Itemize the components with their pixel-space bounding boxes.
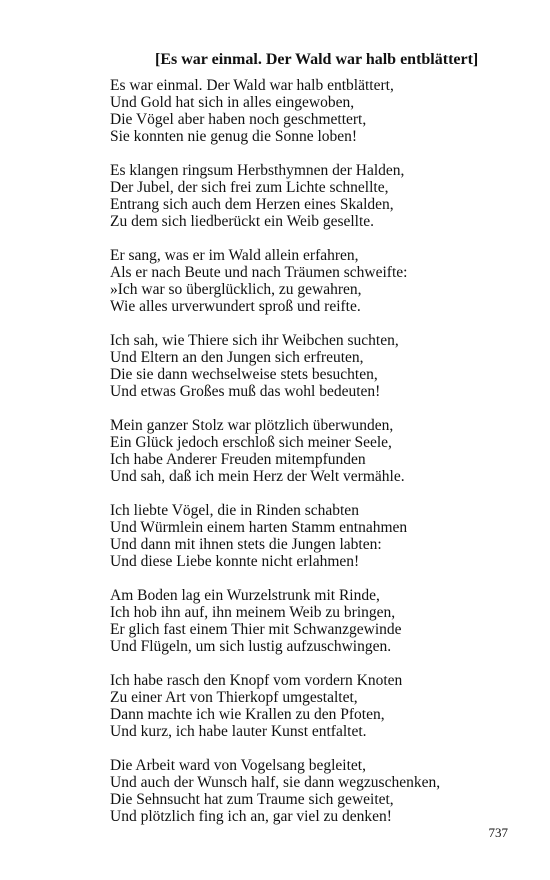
- poem-line: Und etwas Großes muß das wohl bedeuten!: [110, 383, 381, 400]
- poem-line: Ich habe Anderer Freuden mitempfunden: [110, 451, 366, 468]
- poem-line: Und Gold hat sich in alles eingewoben,: [110, 94, 355, 111]
- poem-line: Es war einmal. Der Wald war halb entblättert,: [110, 77, 394, 94]
- poem-line: Ich liebte Vögel, die in Rinden schabten: [110, 502, 359, 519]
- poem-line: Und diese Liebe konnte nicht erlahmen!: [110, 553, 360, 570]
- poem-line: Der Jubel, der sich frei zum Lichte schnellte,: [110, 179, 389, 196]
- poem-line: Und Eltern an den Jungen sich erfreuten,: [110, 349, 364, 366]
- poem-line: Und kurz, ich habe lauter Kunst entfaltet.: [110, 723, 367, 740]
- poem-line: Ich hob ihn auf, ihn meinem Weib zu bringen,: [110, 604, 396, 621]
- stanza: [110, 502, 530, 570]
- poem-line: Als er nach Beute und nach Träumen schweifte:: [110, 264, 408, 281]
- poem-title: [Es war einmal. Der Wald war halb entblättert]: [155, 51, 479, 68]
- poem-line: Die Arbeit ward von Vogelsang begleitet,: [110, 757, 366, 774]
- poem-line: Entrang sich auch dem Herzen eines Skalden,: [110, 196, 394, 213]
- poem-body: [110, 77, 530, 842]
- page-number: 737: [488, 825, 508, 840]
- poem-line: Und Flügeln, um sich lustig aufzuschwingen.: [110, 638, 392, 655]
- poem-line: Und dann mit ihnen stets die Jungen labten:: [110, 536, 382, 553]
- stanza: [110, 417, 530, 485]
- poem-line: Dann machte ich wie Krallen zu den Pfoten,: [110, 706, 385, 723]
- poem-line: Wie alles urverwundert sproß und reifte.: [110, 298, 361, 315]
- poem-line: Ich habe rasch den Knopf vom vordern Knoten: [110, 672, 403, 689]
- poem-line: Die Vögel aber haben noch geschmettert,: [110, 111, 367, 128]
- poem-line: Und sah, daß ich mein Herz der Welt vermähle.: [110, 468, 405, 485]
- poem-line: Und auch der Wunsch half, sie dann wegzuschenken,: [110, 774, 441, 791]
- poem-line: Und plötzlich fing ich an, gar viel zu denken!: [110, 808, 392, 825]
- poem-line: Ein Glück jedoch erschloß sich meiner Seele,: [110, 434, 392, 451]
- poem-line: Und Würmlein einem harten Stamm entnahmen: [110, 519, 408, 536]
- poem-line: Am Boden lag ein Wurzelstrunk mit Rinde,: [110, 587, 380, 604]
- poem-line: Ich sah, wie Thiere sich ihr Weibchen suchten,: [110, 332, 399, 349]
- poem-line: Zu einer Art von Thierkopf umgestaltet,: [110, 689, 358, 706]
- poem-line: Die sie dann wechselweise stets besuchten,: [110, 366, 378, 383]
- stanza: [110, 77, 530, 145]
- stanza: [110, 587, 530, 655]
- poem-line: Er sang, was er im Wald allein erfahren,: [110, 247, 359, 264]
- poem-line: »Ich war so überglücklich, zu gewahren,: [110, 281, 362, 298]
- poem-line: Sie konnten nie genug die Sonne loben!: [110, 128, 358, 145]
- stanza: [110, 332, 530, 400]
- poem-line: Zu dem sich liedberückt ein Weib gesellte.: [110, 213, 375, 230]
- stanza: [110, 162, 530, 230]
- poem-line: Die Sehnsucht hat zum Traume sich geweitet,: [110, 791, 394, 808]
- poem-line: Es klangen ringsum Herbsthymnen der Halden,: [110, 162, 405, 179]
- stanza: [110, 247, 530, 315]
- poem-line: Er glich fast einem Thier mit Schwanzgewinde: [110, 621, 402, 638]
- stanza: [110, 672, 530, 740]
- poem-line: Mein ganzer Stolz war plötzlich überwunden,: [110, 417, 394, 434]
- stanza: [110, 757, 530, 825]
